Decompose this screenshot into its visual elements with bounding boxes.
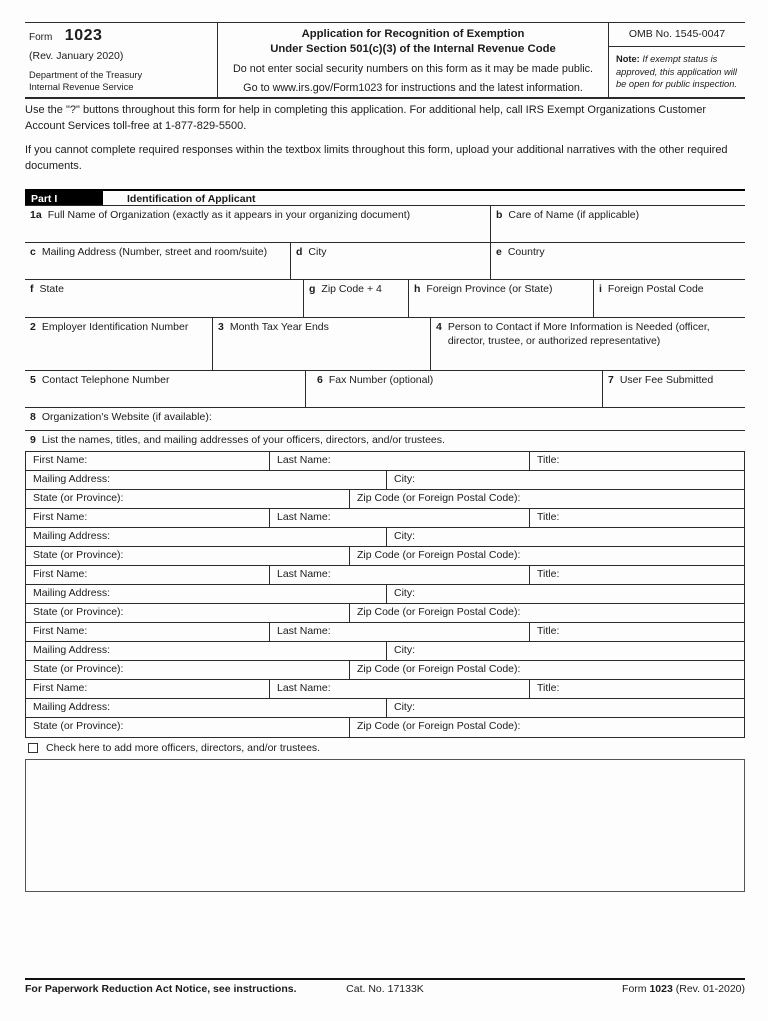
officer-state-field[interactable]: [26, 490, 349, 508]
first-name-label: First Name:: [33, 510, 88, 523]
field-number-8: 8: [30, 410, 36, 423]
state-province-label: State (or Province):: [33, 491, 124, 504]
form-title-block: [218, 23, 608, 97]
foreign-province-label: Foreign Province (or State): [426, 282, 553, 295]
officer-address-row: [26, 585, 744, 604]
foreign-postal-code-label: Foreign Postal Code: [607, 282, 704, 295]
user-fee-label: User Fee Submitted: [619, 373, 714, 386]
website-field[interactable]: [25, 408, 745, 430]
add-more-label: Check here to add more officers, directors, and/or trustees.: [46, 741, 321, 754]
title-label: Title:: [537, 510, 560, 523]
full-name-label: Full Name of Organization (exactly as it appears in your organizing document): [47, 208, 411, 221]
city-label: City:: [394, 700, 415, 713]
footer-form-number: 1023: [649, 983, 673, 995]
officer-name-row: [26, 452, 744, 471]
goto-instructions-text: Go to www.irs.gov/Form1023 for instructions and the latest information.: [243, 82, 583, 95]
footer-form-revision: (Rev. 01-2020): [675, 983, 745, 995]
row-8: [25, 408, 745, 431]
ssn-warning-text: Do not enter social security numbers on this form as it may be made public.: [232, 63, 594, 76]
row-1a-b: [25, 206, 745, 243]
mailing-address-label: Mailing Address:: [33, 529, 111, 542]
officer-last-name-field[interactable]: [269, 509, 529, 527]
fax-number-field[interactable]: [305, 371, 602, 407]
state-province-label: State (or Province):: [33, 662, 124, 675]
city-label: City: [308, 245, 327, 258]
care-of-name-field[interactable]: [490, 206, 745, 242]
add-more-row: [25, 738, 745, 755]
officer-first-name-field[interactable]: [26, 452, 269, 470]
state-province-label: State (or Province):: [33, 605, 124, 618]
field-number-e: e: [496, 245, 502, 258]
catalog-number: Cat. No. 17133K: [346, 983, 424, 995]
help-instructions-text: Use the "?" buttons throughout this form for help in completing this application. For additional help, call IRS Exempt Organizations Customer Account Services toll-free at 1-877-829-5500.: [25, 104, 706, 132]
city-label: City:: [394, 472, 415, 485]
officer-title-field[interactable]: [529, 452, 744, 470]
note-text: If exempt status is approved, this application will be open for public inspection.: [616, 54, 737, 90]
officer-city-field[interactable]: [386, 585, 744, 603]
last-name-label: Last Name:: [277, 453, 331, 466]
mailing-address-label: Mailing Address:: [33, 700, 111, 713]
officer-entry: [26, 680, 744, 737]
officer-address-row: [26, 528, 744, 547]
part1-header: [25, 189, 745, 206]
last-name-label: Last Name:: [277, 681, 331, 694]
field-number-g: g: [309, 282, 316, 295]
form-number-line: [29, 27, 211, 45]
row-2-3-4: [25, 318, 745, 371]
officers-table: [25, 452, 745, 738]
officer-city-field[interactable]: [386, 471, 744, 489]
first-name-label: First Name:: [33, 453, 88, 466]
form-footer-id: [424, 983, 745, 995]
officer-state-zip-row: [26, 604, 744, 623]
title-label: Title:: [537, 624, 560, 637]
officer-title-field[interactable]: [529, 509, 744, 527]
form-revision: (Rev. January 2020): [29, 50, 124, 62]
officer-zip-field[interactable]: [349, 547, 744, 565]
contact-person-label: Person to Contact if More Information is Needed (officer, director, trustee, or authorized representative): [447, 320, 710, 347]
officer-address-row: [26, 699, 744, 718]
foreign-province-field[interactable]: [408, 280, 593, 317]
ein-label: Employer Identification Number: [41, 320, 189, 333]
field-number-2: 2: [30, 320, 36, 333]
officer-state-zip-row: [26, 718, 744, 737]
tax-year-month-label: Month Tax Year Ends: [229, 320, 329, 333]
website-label: Organization's Website (if available):: [41, 410, 212, 423]
contact-person-field[interactable]: [430, 318, 745, 370]
page-footer: [25, 978, 745, 995]
officer-first-name-field[interactable]: [26, 509, 269, 527]
zip-postal-label: Zip Code (or Foreign Postal Code):: [357, 491, 521, 504]
state-label: State: [39, 282, 65, 295]
mailing-address-label: Mailing Address:: [33, 586, 111, 599]
zip-postal-label: Zip Code (or Foreign Postal Code):: [357, 548, 521, 561]
form-header: [25, 22, 745, 99]
note-label: Note:: [616, 54, 640, 64]
row-f-g-h-i: [25, 280, 745, 318]
officer-state-field[interactable]: [26, 604, 349, 622]
first-name-label: First Name:: [33, 624, 88, 637]
omb-block: [608, 23, 745, 97]
tax-year-month-field[interactable]: [212, 318, 430, 370]
officer-zip-field[interactable]: [349, 490, 744, 508]
part1-title: Identification of Applicant: [127, 192, 256, 205]
country-label: Country: [507, 245, 545, 258]
field-number-c: c: [30, 245, 36, 258]
officers-list-label: List the names, titles, and mailing addresses of your officers, directors, and/or trustees.: [41, 433, 445, 446]
state-field[interactable]: [25, 280, 303, 317]
title-label: Title:: [537, 567, 560, 580]
officer-city-field[interactable]: [386, 642, 744, 660]
officer-mailing-address-field[interactable]: [26, 585, 386, 603]
paperwork-notice: For Paperwork Reduction Act Notice, see instructions.: [25, 983, 297, 995]
field-number-b: b: [496, 208, 503, 221]
state-province-label: State (or Province):: [33, 719, 124, 732]
field-number-6: 6: [317, 373, 323, 386]
officer-first-name-field[interactable]: [26, 623, 269, 641]
fax-number-label: Fax Number (optional): [328, 373, 434, 386]
officer-name-row: [26, 680, 744, 699]
first-name-label: First Name:: [33, 567, 88, 580]
full-name-field[interactable]: [25, 206, 490, 242]
field-number-9: 9: [30, 433, 36, 446]
first-name-label: First Name:: [33, 681, 88, 694]
field-number-4: 4: [436, 320, 442, 333]
mailing-address-label: Mailing Address (Number, street and room/suite): [41, 245, 268, 258]
officer-title-field[interactable]: [529, 623, 744, 641]
officer-mailing-address-field[interactable]: [26, 699, 386, 717]
footer-form-word: Form: [622, 983, 647, 995]
officer-title-field[interactable]: [529, 566, 744, 584]
officer-name-row: [26, 623, 744, 642]
officer-zip-field[interactable]: [349, 718, 744, 737]
field-number-h: h: [414, 282, 421, 295]
officer-state-field[interactable]: [26, 718, 349, 737]
row-5-6-7: [25, 371, 745, 408]
last-name-label: Last Name:: [277, 567, 331, 580]
officer-address-row: [26, 642, 744, 661]
additional-officers-textbox[interactable]: [25, 759, 745, 892]
row-c-d-e: [25, 243, 745, 280]
officer-first-name-field[interactable]: [26, 680, 269, 698]
row-9: [25, 431, 745, 452]
omb-number: OMB No. 1545-0047: [609, 23, 745, 47]
add-more-checkbox[interactable]: [28, 743, 38, 753]
officer-entry: [26, 509, 744, 566]
officer-state-field[interactable]: [26, 547, 349, 565]
officer-zip-field[interactable]: [349, 604, 744, 622]
agency-line-2: Internal Revenue Service: [29, 82, 134, 93]
officer-mailing-address-field[interactable]: [26, 471, 386, 489]
zip-postal-label: Zip Code (or Foreign Postal Code):: [357, 605, 521, 618]
field-number-7: 7: [608, 373, 614, 386]
field-number-5: 5: [30, 373, 36, 386]
officer-entry: [26, 566, 744, 623]
foreign-postal-code-field[interactable]: [593, 280, 745, 317]
city-field[interactable]: [290, 243, 490, 279]
zip-postal-label: Zip Code (or Foreign Postal Code):: [357, 719, 521, 732]
city-label: City:: [394, 529, 415, 542]
field-number-i: i: [599, 282, 602, 295]
city-label: City:: [394, 643, 415, 656]
care-of-name-label: Care of Name (if applicable): [508, 208, 640, 221]
officer-state-zip-row: [26, 547, 744, 566]
officer-zip-field[interactable]: [349, 661, 744, 679]
form-title-line-2: Under Section 501(c)(3) of the Internal Revenue Code: [270, 42, 556, 55]
form-word: Form: [29, 32, 53, 43]
agency-line-1: Department of the Treasury: [29, 70, 143, 80]
officer-last-name-field[interactable]: [269, 452, 529, 470]
field-number-f: f: [30, 282, 34, 295]
mailing-address-label: Mailing Address:: [33, 643, 111, 656]
officer-city-field[interactable]: [386, 528, 744, 546]
contact-phone-field[interactable]: [25, 371, 305, 407]
officer-entry: [26, 623, 744, 680]
public-inspection-note: [609, 47, 745, 95]
state-province-label: State (or Province):: [33, 548, 124, 561]
officer-first-name-field[interactable]: [26, 566, 269, 584]
agency-block: [29, 69, 211, 93]
field-number-1a: 1a: [30, 208, 42, 221]
zip-code-field[interactable]: [303, 280, 408, 317]
officer-state-field[interactable]: [26, 661, 349, 679]
ein-field[interactable]: [25, 318, 212, 370]
part1-label: Part I: [25, 191, 103, 205]
form-identity-block: [25, 23, 218, 97]
officer-address-row: [26, 471, 744, 490]
mailing-address-label: Mailing Address:: [33, 472, 111, 485]
officer-last-name-field[interactable]: [269, 566, 529, 584]
field-number-d: d: [296, 245, 303, 258]
contact-phone-label: Contact Telephone Number: [41, 373, 170, 386]
officer-mailing-address-field[interactable]: [26, 642, 386, 660]
officer-state-zip-row: [26, 661, 744, 680]
user-fee-field[interactable]: [602, 371, 745, 407]
officer-name-row: [26, 566, 744, 585]
textbox-limit-text: If you cannot complete required responses within the textbox limits throughout this form, upload your additional narratives with the other required documents.: [25, 144, 728, 172]
officer-state-zip-row: [26, 490, 744, 509]
officers-list-instruction: [25, 431, 745, 451]
zip-code-label: Zip Code + 4: [321, 282, 382, 295]
mailing-address-field[interactable]: [25, 243, 290, 279]
officer-last-name-field[interactable]: [269, 680, 529, 698]
city-label: City:: [394, 586, 415, 599]
form-number: 1023: [64, 27, 103, 44]
form-title-line-1: Application for Recognition of Exemption: [301, 28, 525, 40]
last-name-label: Last Name:: [277, 510, 331, 523]
field-number-3: 3: [218, 320, 224, 333]
zip-postal-label: Zip Code (or Foreign Postal Code):: [357, 662, 521, 675]
title-label: Title:: [537, 681, 560, 694]
last-name-label: Last Name:: [277, 624, 331, 637]
officer-name-row: [26, 509, 744, 528]
title-label: Title:: [537, 453, 560, 466]
country-field[interactable]: [490, 243, 745, 279]
officer-entry: [26, 452, 744, 509]
officer-title-field[interactable]: [529, 680, 744, 698]
officer-last-name-field[interactable]: [269, 623, 529, 641]
officer-city-field[interactable]: [386, 699, 744, 717]
officer-mailing-address-field[interactable]: [26, 528, 386, 546]
